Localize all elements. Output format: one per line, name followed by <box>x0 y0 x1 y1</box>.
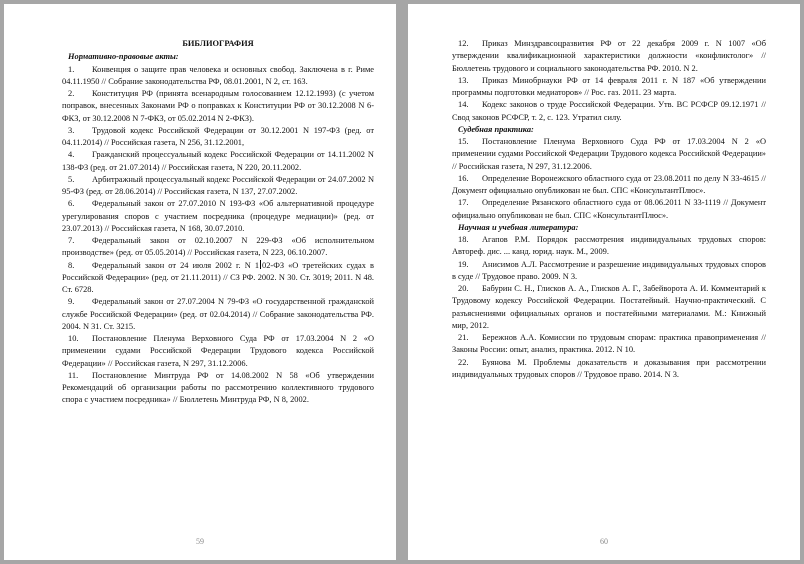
entry-text: Арбитражный процессуальный кодекс Российской Федерации от 24.07.2002 N 95-ФЗ (ред. от 28.06.2014) // Российская газета, N 137, 27.07.2002. <box>62 174 374 196</box>
bib-entry-18 <box>452 234 766 259</box>
bib-entry-21 <box>452 332 766 357</box>
text-cursor <box>260 260 261 269</box>
entry-text-part-2: 02-ФЗ «О третейских судах в Российской Федерации» (ред. от 21.11.2011) // СЗ РФ. 2002. N 30. Ст. 3019; 2011. N 48. Ст. 6728. <box>62 260 374 294</box>
section-heading-normative: Нормативно-правовые акты: <box>68 52 179 62</box>
bibliography-title: БИБЛИОГРАФИЯ <box>182 39 254 48</box>
section-heading-court-practice: Судебная практика: <box>458 124 534 134</box>
bib-entry-4 <box>62 149 374 174</box>
bib-entry-3 <box>62 125 374 150</box>
entry-number: 17. <box>458 198 469 208</box>
entry-text: Бабурин С. Н., Глисков А. А., Глисков А. Г., Забейворота А. И. Комментарий к Трудовому кодексу Российской Федерации. Постатейный. Научно-практический. С разъяснениями официальных органов и постатейными материалами. М.: Книжный мир, 2012. <box>452 284 766 330</box>
bib-entry-8 <box>62 260 374 297</box>
bib-entry-15 <box>452 136 766 173</box>
page-left <box>4 4 396 560</box>
section-heading-literature: Научная и учебная литература: <box>458 222 579 232</box>
page-right <box>408 4 800 560</box>
entry-text: Постановление Пленума Верховного Суда РФ от 17.03.2004 N 2 «О применении судами Российской Федерации Трудового кодекса Российской Федерации» // Российская газета, N 297, 31.12.2006. <box>62 334 374 368</box>
entry-text: Приказ Минздравсоцразвития РФ от 22 декабря 2009 г. N 1007 «Об утверждении квалификационной характеристики должности «конфликтолог» // Бюллетень трудового и социального законодательства РФ. 2010. N 2. <box>452 39 766 73</box>
bib-entry-6 <box>62 198 374 235</box>
entry-number: 15. <box>458 137 469 146</box>
entry-number: 11. <box>68 370 79 380</box>
entry-number: 16. <box>458 173 469 183</box>
entry-text: Конвенция о защите прав человека и основных свобод. Заключена в г. Риме 04.11.1950 // Собрание законодательства РФ, 08.01.2001, N 2, ст. 163. <box>62 64 374 86</box>
entry-text: Конституция РФ (принята всенародным голосованием 12.12.1993) (с учетом поправок, внесенных Законами РФ о поправках к Конституции РФ от 30.12.2008 N 6-ФКЗ, от 30.12.2008 N 7-ФКЗ, от 05.02.2014 N 2-ФКЗ). <box>62 89 374 123</box>
entry-text: Федеральный закон от 27.07.2004 N 79-ФЗ «О государственной гражданской службе Российской Федерации» (ред. от 02.04.2014) // Собрание законодательства РФ. 2004. N 31. Ст. 3215. <box>62 297 374 331</box>
bib-entry-11 <box>62 370 374 407</box>
entry-text: Бережнов А.А. Комиссии по трудовым спорам: практика правоприменения // Законы России: опыт, анализ, практика. 2012. N 10. <box>452 333 766 355</box>
entry-number: 19. <box>458 259 469 269</box>
entry-number: 5. <box>68 174 75 184</box>
bib-entry-22 <box>452 357 766 382</box>
entry-number: 18. <box>458 235 469 244</box>
entry-number: 9. <box>68 297 75 307</box>
bib-entry-1 <box>62 64 374 89</box>
bib-entry-10 <box>62 333 374 370</box>
entry-text: Агапов Р.М. Порядок рассмотрения индивидуальных трудовых споров: Автореф. дис. ... канд. юрид. наук. М., 2009. <box>452 235 766 257</box>
entry-number: 14. <box>458 100 469 110</box>
bib-entry-13 <box>452 75 766 100</box>
entry-number: 21. <box>458 333 469 342</box>
entry-text: Буянова М. Проблемы доказательств и доказывания при рассмотрении индивидуальных трудовых споров // Трудовое право. 2014. N 3. <box>452 357 766 379</box>
entry-number: 4. <box>68 150 75 160</box>
entry-text: Федеральный закон от 02.10.2007 N 229-ФЗ «Об исполнительном производстве» (ред. от 05.05.2014) // Российская газета, N 223, 06.10.2007. <box>62 236 374 258</box>
entry-number: 3. <box>68 125 75 135</box>
entry-number: 2. <box>68 89 75 98</box>
entry-text: Приказ Минобрнауки РФ от 14 февраля 2011 г. N 187 «Об утверждении программы подготовки медиаторов» // Рос. газ. 2011. 23 марта. <box>452 75 766 97</box>
bib-entry-14 <box>452 99 766 124</box>
bib-entry-2 <box>62 88 374 125</box>
bib-entry-17 <box>452 197 766 222</box>
bib-entry-12 <box>452 38 766 75</box>
entry-text: Федеральный закон от 27.07.2010 N 193-ФЗ «Об альтернативной процедуре урегулирования споров с участием посредника (процедуре медиации)» (ред. от 23.07.2013) // Российская газета, N 168, 30.07.2010. <box>62 199 374 233</box>
entry-number: 7. <box>68 236 75 245</box>
entry-number: 13. <box>458 75 469 85</box>
bib-entry-5 <box>62 174 374 199</box>
entry-text: Трудовой кодекс Российской Федерации от 30.12.2001 N 197-ФЗ (ред. от 04.11.2014) // Российская газета, N 256, 31.12.2001, <box>62 125 374 147</box>
entry-number: 8. <box>68 260 75 270</box>
page-number: 60 <box>600 537 608 546</box>
entry-text: Анисимов А.Л. Рассмотрение и разрешение индивидуальных трудовых споров в суде // Трудовое право. 2009. N 3. <box>452 259 766 281</box>
entry-number: 20. <box>458 284 469 293</box>
entry-text: Постановление Минтруда РФ от 14.08.2002 N 58 «Об утверждении Рекомендаций об организации работы по рассмотрению коллективного трудового спора с участием посредника» // Бюллетень Минтруда РФ, N 8, 2002. <box>62 370 374 405</box>
entry-text: Определение Рязанского областного суда от 08.06.2011 N 33-1119 // Документ официально опубликован не был. СПС «КонсультантПлюс». <box>452 198 766 220</box>
page-number: 59 <box>196 537 204 546</box>
bib-entry-19 <box>452 259 766 284</box>
bib-entry-20 <box>452 283 766 332</box>
entry-number: 22. <box>458 357 469 367</box>
entry-text: Определение Воронежского областного суда от 23.08.2011 по делу N 33-4615 // Документ официально опубликован не был. СПС «КонсультантПлюс». <box>452 173 766 195</box>
entry-text: Гражданский процессуальный кодекс Российской Федерации от 14.11.2002 N 138-ФЗ (ред. от 21.07.2014) // Российская газета, N 220, 20.11.2002. <box>62 150 374 172</box>
bib-entry-9 <box>62 296 374 333</box>
entry-text: Кодекс законов о труде Российской Федерации. Утв. ВС РСФСР 09.12.1971 // Свод законов РСФСР, т. 2, с. 123. Утратил силу. <box>452 100 766 122</box>
bib-entry-7 <box>62 235 374 260</box>
entry-number: 6. <box>68 199 75 209</box>
entry-number: 12. <box>458 39 469 48</box>
entry-number: 10. <box>68 334 79 343</box>
bib-entry-16 <box>452 173 766 198</box>
entry-text: Постановление Пленума Верховного Суда РФ от 17.03.2004 N 2 «О применении судами Российской Федерации Трудового кодекса Российской Федерации» // Российская газета, N 297, 31.12.2006. <box>452 137 766 171</box>
entry-text-part-1: Федеральный закон от 24 июля 2002 г. N 1 <box>92 260 260 270</box>
entry-number: 1. <box>68 64 75 74</box>
